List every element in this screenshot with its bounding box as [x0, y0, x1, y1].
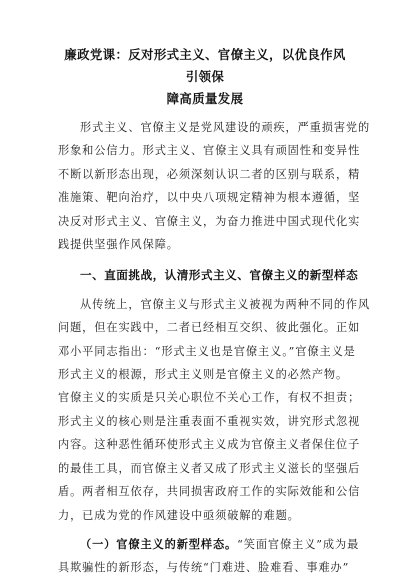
subsection1-paragraph: [58, 533, 360, 580]
section1-paragraph: [58, 293, 371, 527]
text-line: 形式主义、官僚主义是党风建设的顽疾，严重损害党的: [80, 121, 371, 134]
text-line: 形式主义的核心则是注重表面不重视实效，讲究形式忽视: [58, 414, 361, 428]
text-line: 力，已成为党的作风建设中亟须破解的难题。: [58, 508, 300, 522]
text-line: 决反对形式主义、官僚主义，为奋力推进中国式现代化实: [58, 214, 361, 228]
text-line: 具欺骗性的新形态，与传统“门难进、脸难看、事难办”: [58, 561, 350, 575]
text-line: 形式主义的根源，形式主义则是官僚主义的必然产物。: [58, 368, 349, 382]
document-title: [58, 44, 352, 110]
text-line: 盾。两者相互依存，共同损害政府工作的实际效能和公信: [58, 485, 361, 499]
title-line: 廉政党课：反对形式主义、官僚主义，以优良作风引领保: [64, 47, 346, 84]
text-line: [58, 533, 360, 556]
subsection-text: “笑面官僚主义”成为最: [237, 537, 360, 551]
text-line: 邓小平同志指出：“形式主义也是官僚主义。”官僚主义是: [58, 344, 356, 358]
text-line: 内容。这种恶性循环使形式主义成为官僚主义者保住位子: [58, 438, 361, 452]
intro-paragraph: [58, 116, 371, 256]
text-line: 从传统上，官僚主义与形式主义被视为两种不同的作风: [80, 297, 371, 311]
text-line: 的最佳工具，而官僚主义者又成了形式主义滋长的坚强后: [58, 461, 361, 475]
text-line: 问题，但在实践中，二者已经相互交织、彼此强化。正如: [58, 321, 361, 335]
text-line: 不断以新形态出现，必须深刻认识二者的区别与联系，精: [58, 167, 361, 181]
title-line: 障高质量发展: [166, 91, 244, 106]
text-line: 形象和公信力。形式主义、官僚主义具有顽固性和变异性: [58, 144, 361, 158]
text-line: 准施策、靶向治疗，以中央八项规定精神为根本遵循，坚: [58, 191, 361, 205]
text-line: 践提供坚强作风保障。: [58, 238, 179, 252]
text-line: 官僚主义的实质是只关心职位不关心工作，有权不担责；: [58, 391, 361, 405]
subsection-heading: （一）官僚主义的新型样态。: [80, 537, 238, 551]
section-heading: 一、直面挑战，认清形式主义、官僚主义的新型样态: [80, 268, 359, 283]
